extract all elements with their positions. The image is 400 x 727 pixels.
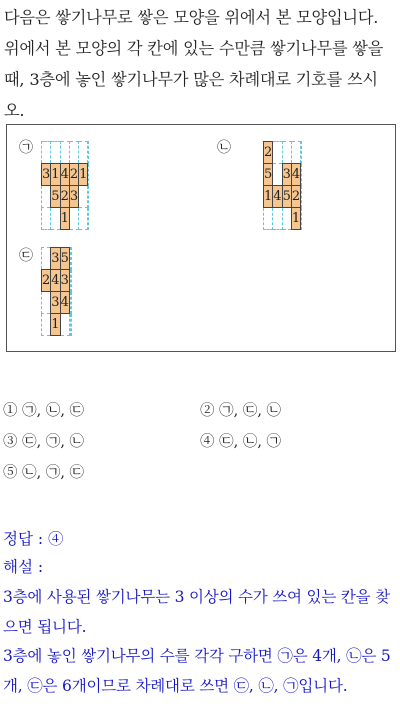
grid-row — [42, 314, 72, 336]
explanation-label: 해설 : — [3, 558, 44, 576]
empty-cell — [88, 142, 89, 164]
explanation-text — [3, 583, 398, 701]
grid-row — [42, 186, 89, 208]
empty-cell — [69, 142, 78, 164]
stack-cell: 1 — [51, 164, 60, 186]
figure-box — [6, 124, 396, 352]
empty-cell — [301, 164, 302, 186]
stack-cell: 2 — [264, 142, 273, 164]
stack-cell: 5 — [60, 248, 69, 270]
answer-text: 정답 : ④ — [3, 530, 64, 548]
grid-row — [42, 292, 72, 314]
empty-cell — [70, 292, 71, 314]
stack-cell: 2 — [60, 186, 69, 208]
empty-cell — [273, 142, 282, 164]
figure-b-grid — [263, 141, 302, 230]
grid-row — [42, 164, 89, 186]
empty-cell — [301, 186, 302, 208]
stack-cell: 5 — [282, 186, 291, 208]
empty-cell — [88, 186, 89, 208]
empty-cell — [69, 208, 78, 230]
stack-cell: 4 — [291, 164, 300, 186]
question-text: 다음은 쌓기나무로 쌓은 모양을 위에서 본 모양입니다. 위에서 본 모양의 각 칸에 있는 수만큼 쌓기나무를 쌓을 때, 3층에 놓인 쌓기나무가 많은 차례대로 기호를 쓰시오. — [4, 8, 384, 120]
stack-cell: 3 — [60, 270, 69, 292]
empty-cell — [88, 208, 89, 230]
empty-cell — [301, 142, 302, 164]
stack-cell: 4 — [273, 186, 282, 208]
figure-c-grid — [41, 247, 72, 336]
grid-row — [42, 248, 72, 270]
empty-cell — [282, 142, 291, 164]
grid-row — [42, 142, 89, 164]
stack-cell: 3 — [69, 186, 78, 208]
stack-cell: 5 — [51, 186, 60, 208]
empty-cell — [51, 142, 60, 164]
stack-cell: 3 — [51, 292, 60, 314]
empty-cell — [291, 142, 300, 164]
empty-cell — [70, 314, 71, 336]
empty-cell — [51, 208, 60, 230]
empty-cell — [42, 142, 51, 164]
empty-cell — [273, 164, 282, 186]
explanation-line-2: 3층에 놓인 쌓기나무의 수를 각각 구하면 ㉠은 4개, ㉡은 5개, ㉢은 6개이므로 차례대로 쓰면 ㉢, ㉡, ㉠입니다. — [3, 647, 391, 695]
empty-cell — [42, 292, 51, 314]
empty-cell — [264, 208, 273, 230]
figure-b-label: ㉡ — [217, 140, 231, 156]
stack-cell: 3 — [282, 164, 291, 186]
grid-row — [264, 208, 302, 230]
grid-row — [264, 142, 302, 164]
empty-cell — [273, 208, 282, 230]
stack-cell: 5 — [264, 164, 273, 186]
stack-cell: 4 — [60, 292, 69, 314]
grid-row — [264, 186, 302, 208]
stack-cell: 1 — [51, 314, 60, 336]
stack-cell: 4 — [51, 270, 60, 292]
empty-cell — [70, 248, 71, 270]
empty-cell — [60, 142, 69, 164]
figure-a-grid — [41, 141, 89, 230]
choice-4: ④ ㉢, ㉡, ㉠ — [200, 434, 282, 450]
choice-5: ⑤ ㉡, ㉠, ㉢ — [3, 465, 85, 481]
empty-cell — [301, 208, 302, 230]
empty-cell — [42, 248, 51, 270]
stack-cell: 3 — [51, 248, 60, 270]
empty-cell — [282, 208, 291, 230]
grid-row — [42, 208, 89, 230]
stack-cell: 2 — [291, 186, 300, 208]
stack-cell: 1 — [60, 208, 69, 230]
stack-cell: 1 — [291, 208, 300, 230]
empty-cell — [79, 186, 88, 208]
choice-3: ③ ㉢, ㉠, ㉡ — [3, 434, 85, 450]
empty-cell — [79, 142, 88, 164]
grid-row — [264, 164, 302, 186]
empty-cell — [79, 208, 88, 230]
stack-cell: 1 — [264, 186, 273, 208]
empty-cell — [88, 164, 89, 186]
empty-cell — [42, 186, 51, 208]
figure-c-label: ㉢ — [19, 248, 33, 264]
empty-cell — [70, 270, 71, 292]
explanation-line-1: 3층에 사용된 쌓기나무는 3 이상의 수가 쓰여 있는 칸을 찾으면 됩니다. — [3, 588, 390, 636]
empty-cell — [42, 314, 51, 336]
choice-2: ② ㉠, ㉢, ㉡ — [200, 403, 282, 419]
grid-row — [42, 270, 72, 292]
stack-cell: 2 — [69, 164, 78, 186]
stack-cell: 1 — [79, 164, 88, 186]
empty-cell — [42, 208, 51, 230]
stack-cell: 4 — [60, 164, 69, 186]
stack-cell: 2 — [42, 270, 51, 292]
stack-cell: 3 — [42, 164, 51, 186]
empty-cell — [60, 314, 69, 336]
figure-a-label: ㉠ — [19, 140, 33, 156]
choice-1: ① ㉠, ㉡, ㉢ — [3, 403, 85, 419]
